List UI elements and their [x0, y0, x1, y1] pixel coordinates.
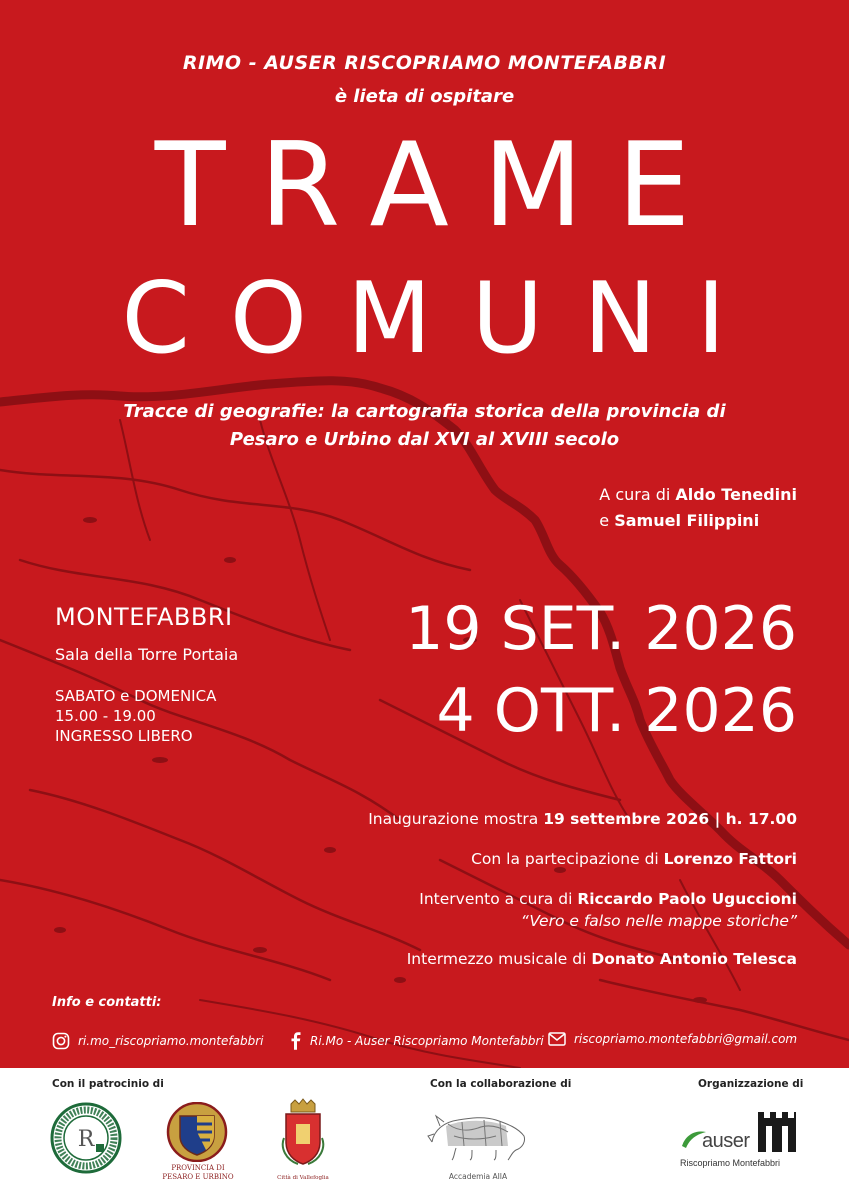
instagram-icon: [52, 1032, 70, 1050]
facebook-contact[interactable]: [290, 1032, 544, 1050]
curators: [599, 482, 797, 534]
event-music: [197, 948, 797, 970]
email-address[interactable]: riscopriamo.montefabbri@gmail.com: [574, 1032, 798, 1046]
facebook-icon: [290, 1032, 302, 1050]
entry-info: INGRESSO LIBERO: [55, 727, 193, 745]
instagram-contact[interactable]: [52, 1032, 263, 1050]
event-talk: [197, 888, 797, 910]
opening-days: SABATO e DOMENICA: [55, 687, 217, 705]
event-label: Con la partecipazione di: [471, 850, 664, 868]
subtitle-line-2: Pesaro e Urbino dal XVI al XVIII secolo: [229, 429, 620, 450]
collaboration-label: Con la collaborazione di: [430, 1078, 572, 1090]
end-date: 4 OTT. 2026: [436, 676, 797, 746]
curator-name: Samuel Filippini: [614, 511, 760, 530]
subtitle: [0, 398, 849, 454]
facebook-page[interactable]: Ri.Mo - Auser Riscopriamo Montefabbri: [310, 1034, 544, 1048]
host-organization: RIMO - AUSER RISCOPRIAMO MONTEFABBRI: [182, 52, 667, 74]
event-detail: Lorenzo Fattori: [663, 850, 797, 868]
curator-name: Aldo Tenedini: [675, 485, 797, 504]
events-list: [197, 808, 797, 970]
patronage-label: Con il patrocinio di: [52, 1078, 164, 1090]
subtitle-line-1: Tracce di geografie: la cartografia storica della provincia di: [123, 401, 726, 422]
event-inauguration: [197, 808, 797, 830]
town-name: MONTEFABBRI: [55, 603, 233, 631]
regional-council-seal-logo: [50, 1102, 122, 1174]
event-detail: Donato Antonio Telesca: [591, 950, 797, 968]
title-line-1: TRAME: [154, 118, 725, 253]
opening-info: [55, 686, 216, 746]
tower-logo-icon: [754, 1108, 800, 1154]
city-crest-logo: [278, 1098, 328, 1168]
auser-wordmark: auser: [702, 1130, 750, 1152]
rhinoceros-engraving-logo: [426, 1102, 530, 1166]
event-label: Inaugurazione mostra: [368, 810, 544, 828]
opening-hours: 15.00 - 19.00: [55, 707, 156, 725]
province-caption: [158, 1164, 238, 1182]
curator-prefix: A cura di: [599, 485, 676, 504]
province-caption-line: PESARO E URBINO: [162, 1173, 234, 1181]
city-caption: Città di Vallefoglia: [277, 1175, 329, 1181]
mail-icon: [548, 1032, 566, 1046]
event-label: Intervento a cura di: [419, 890, 578, 908]
event-label: Intermezzo musicale di: [406, 950, 592, 968]
province-shield-logo: [162, 1102, 232, 1162]
event-detail: Riccardo Paolo Uguccioni: [577, 890, 797, 908]
event-detail: 19 settembre 2026 | h. 17.00: [543, 810, 797, 828]
curator-prefix: e: [599, 511, 615, 530]
venue-name: Sala della Torre Portaia: [55, 645, 239, 664]
host-subline: è lieta di ospitare: [334, 86, 515, 107]
contacts-label: Info e contatti:: [52, 995, 162, 1010]
organization-label: Organizzazione di: [698, 1078, 804, 1090]
event-talk-title: “Vero e falso nelle mappe storiche”: [520, 912, 797, 930]
email-contact[interactable]: [548, 1032, 797, 1046]
start-date: 19 SET. 2026: [405, 594, 797, 664]
sponsors-footer: [0, 1068, 849, 1200]
instagram-handle[interactable]: ri.mo_riscopriamo.montefabbri: [78, 1034, 264, 1048]
event-participation: [197, 848, 797, 870]
academy-caption: Accademia AIIA: [448, 1172, 508, 1181]
svg-text:R: R: [77, 1127, 95, 1152]
title-line-2: COMUNI: [121, 262, 766, 376]
province-caption-line: PROVINCIA DI: [171, 1164, 225, 1172]
auser-subtitle: Riscopriamo Montefabbri: [680, 1158, 781, 1168]
